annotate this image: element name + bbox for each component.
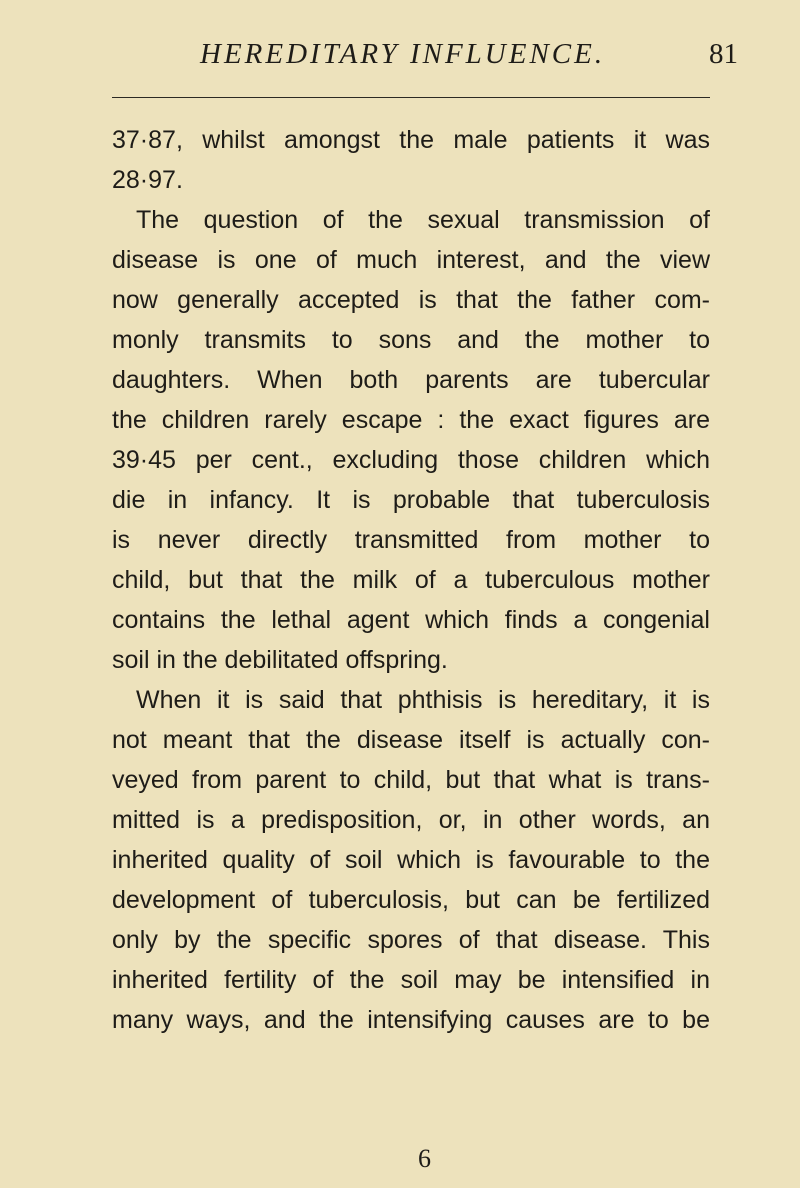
text-line: soil in the debilitated offspring. bbox=[112, 646, 448, 674]
text-line: the children rarely escape : the exact figures are bbox=[112, 406, 710, 434]
text-line: die in infancy. It is probable that tuberculosis bbox=[112, 486, 710, 514]
text-line: disease is one of much interest, and the view bbox=[112, 246, 710, 274]
text-line: development of tuberculosis, but can be fertilized bbox=[112, 886, 710, 914]
text-line: veyed from parent to child, but that what is trans- bbox=[112, 766, 710, 794]
text-line: contains the lethal agent which finds a congenial bbox=[112, 606, 710, 634]
text-line: The question of the sexual transmission of bbox=[136, 206, 710, 234]
text-line: 39·45 per cent., excluding those children which bbox=[112, 446, 710, 474]
text-line: 37·87, whilst amongst the male patients it was bbox=[112, 126, 710, 154]
text-line: only by the specific spores of that disease. This bbox=[112, 926, 710, 954]
text-line: many ways, and the intensifying causes are to be bbox=[112, 1006, 710, 1034]
text-line: now generally accepted is that the father com- bbox=[112, 286, 710, 314]
text-line: 28·97. bbox=[112, 166, 183, 194]
text-line: inherited fertility of the soil may be intensified in bbox=[112, 966, 710, 994]
text-line: daughters. When both parents are tubercular bbox=[112, 366, 710, 394]
text-line: inherited quality of soil which is favourable to the bbox=[112, 846, 710, 874]
page-header bbox=[0, 38, 800, 78]
signature-mark: 6 bbox=[418, 1144, 431, 1173]
running-head: HEREDITARY INFLUENCE. bbox=[200, 38, 606, 70]
text-line: not meant that the disease itself is actually con- bbox=[112, 726, 710, 754]
page-number: 81 bbox=[709, 38, 738, 70]
header-rule bbox=[112, 97, 710, 98]
text-line: is never directly transmitted from mother to bbox=[112, 526, 710, 554]
body-text bbox=[112, 120, 710, 1040]
text-line: child, but that the milk of a tuberculous mother bbox=[112, 566, 710, 594]
text-line: monly transmits to sons and the mother to bbox=[112, 326, 710, 354]
text-line: When it is said that phthisis is hereditary, it is bbox=[136, 686, 710, 714]
text-line: mitted is a predisposition, or, in other words, an bbox=[112, 806, 710, 834]
